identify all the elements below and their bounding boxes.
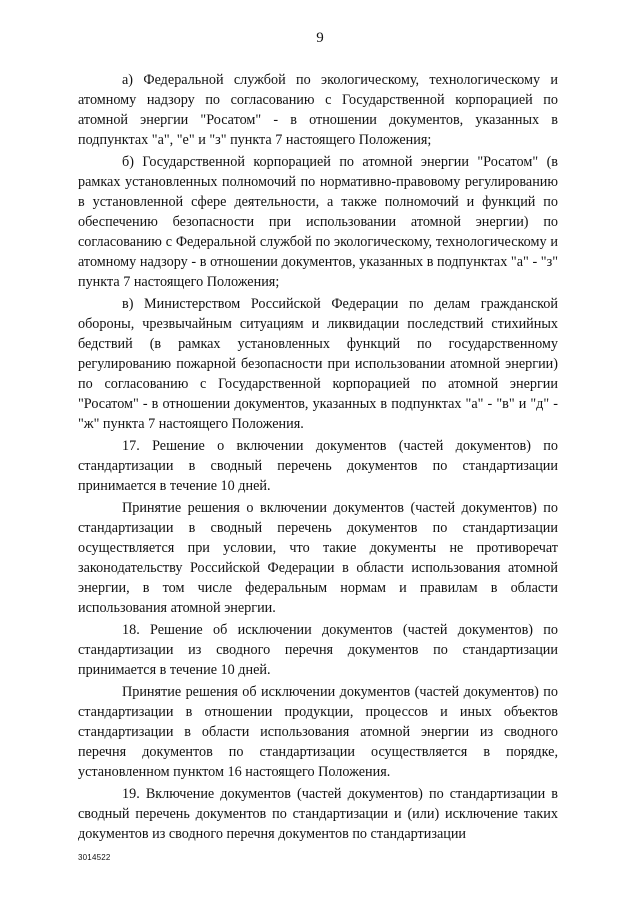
paragraph-item-17: 17. Решение о включении документов (частей документов) по стандартизации в сводный перечень документов по стандартизации принимается в течение 10 дней. [78,438,558,494]
paragraph-item-18-continued: Принятие решения об исключении документов (частей документов) по стандартизации в отношении продукции, процессов и иных объектов стандартизации в области использования атомной энергии из сводного перечня документов по стандартизации осуществляется в порядке, установленном пунктом 16 настоящего Положения. [78,684,558,780]
paragraph-item-19: 19. Включение документов (частей документов) по стандартизации в сводный перечень документов по стандартизации и (или) исключение таких документов из сводного перечня документов по стандартизации [78,786,558,842]
document-code: 3014522 [78,853,111,862]
paragraph-subitem-a: а) Федеральной службой по экологическому, технологическому и атомному надзору по согласованию с Государственной корпорацией по атомной энергии "Росатом" - в отношении документов, указанных в подпунктах "а", "е" и "з" пункта 7 настоящего Положения; [78,72,558,148]
paragraph-subitem-b: б) Государственной корпорацией по атомной энергии "Росатом" (в рамках установленных полномочий по нормативно-правовому регулированию в установленной сфере деятельности, а также полномочий и функций по обеспечению безопасности при использовании атомной энергии) по согласованию с Федеральной службой по экологическому, технологическому и атомному надзору - в отношении документов, указанных в подпунктах "а" - "з" пункта 7 настоящего Положения; [78,154,558,290]
page-number: 9 [316,30,324,46]
paragraph-subitem-v: в) Министерством Российской Федерации по делам гражданской обороны, чрезвычайным ситуациям и ликвидации последствий стихийных бедствий (в рамках установленных функций по государственному регулированию пожарной безопасности при использовании атомной энергии) по согласованию с Государственной корпорацией по атомной энергии "Росатом" - в отношении документов, указанных в подпунктах "а" - "в" и "д" - "ж" пункта 7 настоящего Положения. [78,296,558,432]
paragraph-item-18: 18. Решение об исключении документов (частей документов) по стандартизации из сводного перечня документов по стандартизации принимается в течение 10 дней. [78,622,558,678]
document-body [78,70,558,846]
paragraph-item-17-continued: Принятие решения о включении документов (частей документов) по стандартизации в сводный перечень документов по стандартизации осуществляется при условии, что такие документы не противоречат законодательству Российской Федерации в области использования атомной энергии, в том числе федеральным нормам и правилам в области использования атомной энергии. [78,500,558,616]
